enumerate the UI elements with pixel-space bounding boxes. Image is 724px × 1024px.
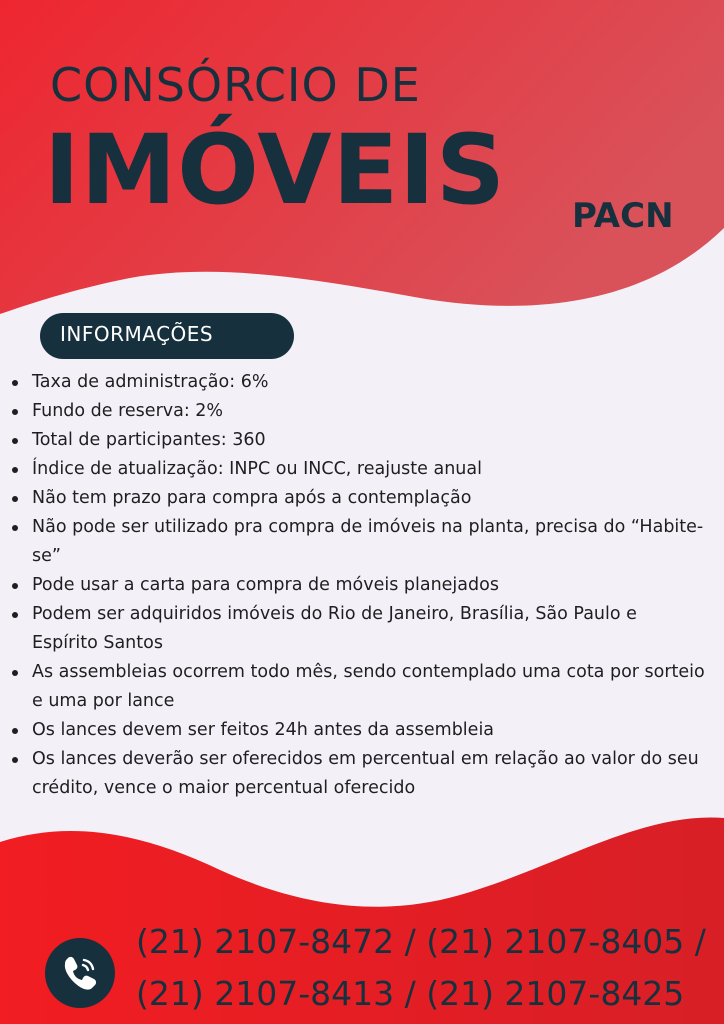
title-line-2: IMÓVEIS (44, 114, 507, 226)
list-item: Fundo de reserva: 2% (32, 397, 706, 426)
phone-numbers-line-1: (21) 2107-8472 / (21) 2107-8405 / (136, 922, 706, 961)
list-item: Os lances deverão ser oferecidos em percentual em relação ao valor do seu crédito, vence o maior percentual oferecido (32, 745, 706, 803)
phone-numbers-line-2: (21) 2107-8413 / (21) 2107-8425 (136, 974, 685, 1013)
list-item: Taxa de administração: 6% (32, 368, 706, 397)
list-item: Não tem prazo para compra após a contemplação (32, 484, 706, 513)
title-line-1: CONSÓRCIO DE (50, 58, 421, 112)
brand-name: PACN (572, 196, 674, 236)
list-item: Índice de atualização: INPC ou INCC, reajuste anual (32, 455, 706, 484)
section-label: INFORMAÇÕES (60, 322, 214, 346)
list-item: Pode usar a carta para compra de móveis planejados (32, 571, 706, 600)
phone-numbers (136, 916, 716, 1020)
section-label-pill (40, 313, 294, 359)
list-item: Podem ser adquiridos imóveis do Rio de Janeiro, Brasília, São Paulo e Espírito Santos (32, 600, 706, 658)
list-item: Não pode ser utilizado pra compra de imóveis na planta, precisa do “Habite-se” (32, 513, 706, 571)
phone-icon (45, 938, 115, 1008)
list-item: As assembleias ocorrem todo mês, sendo contemplado uma cota por sorteio e uma por lance (32, 658, 706, 716)
list-item: Os lances devem ser feitos 24h antes da assembleia (32, 716, 706, 745)
list-item: Total de participantes: 360 (32, 426, 706, 455)
info-list (32, 368, 706, 803)
